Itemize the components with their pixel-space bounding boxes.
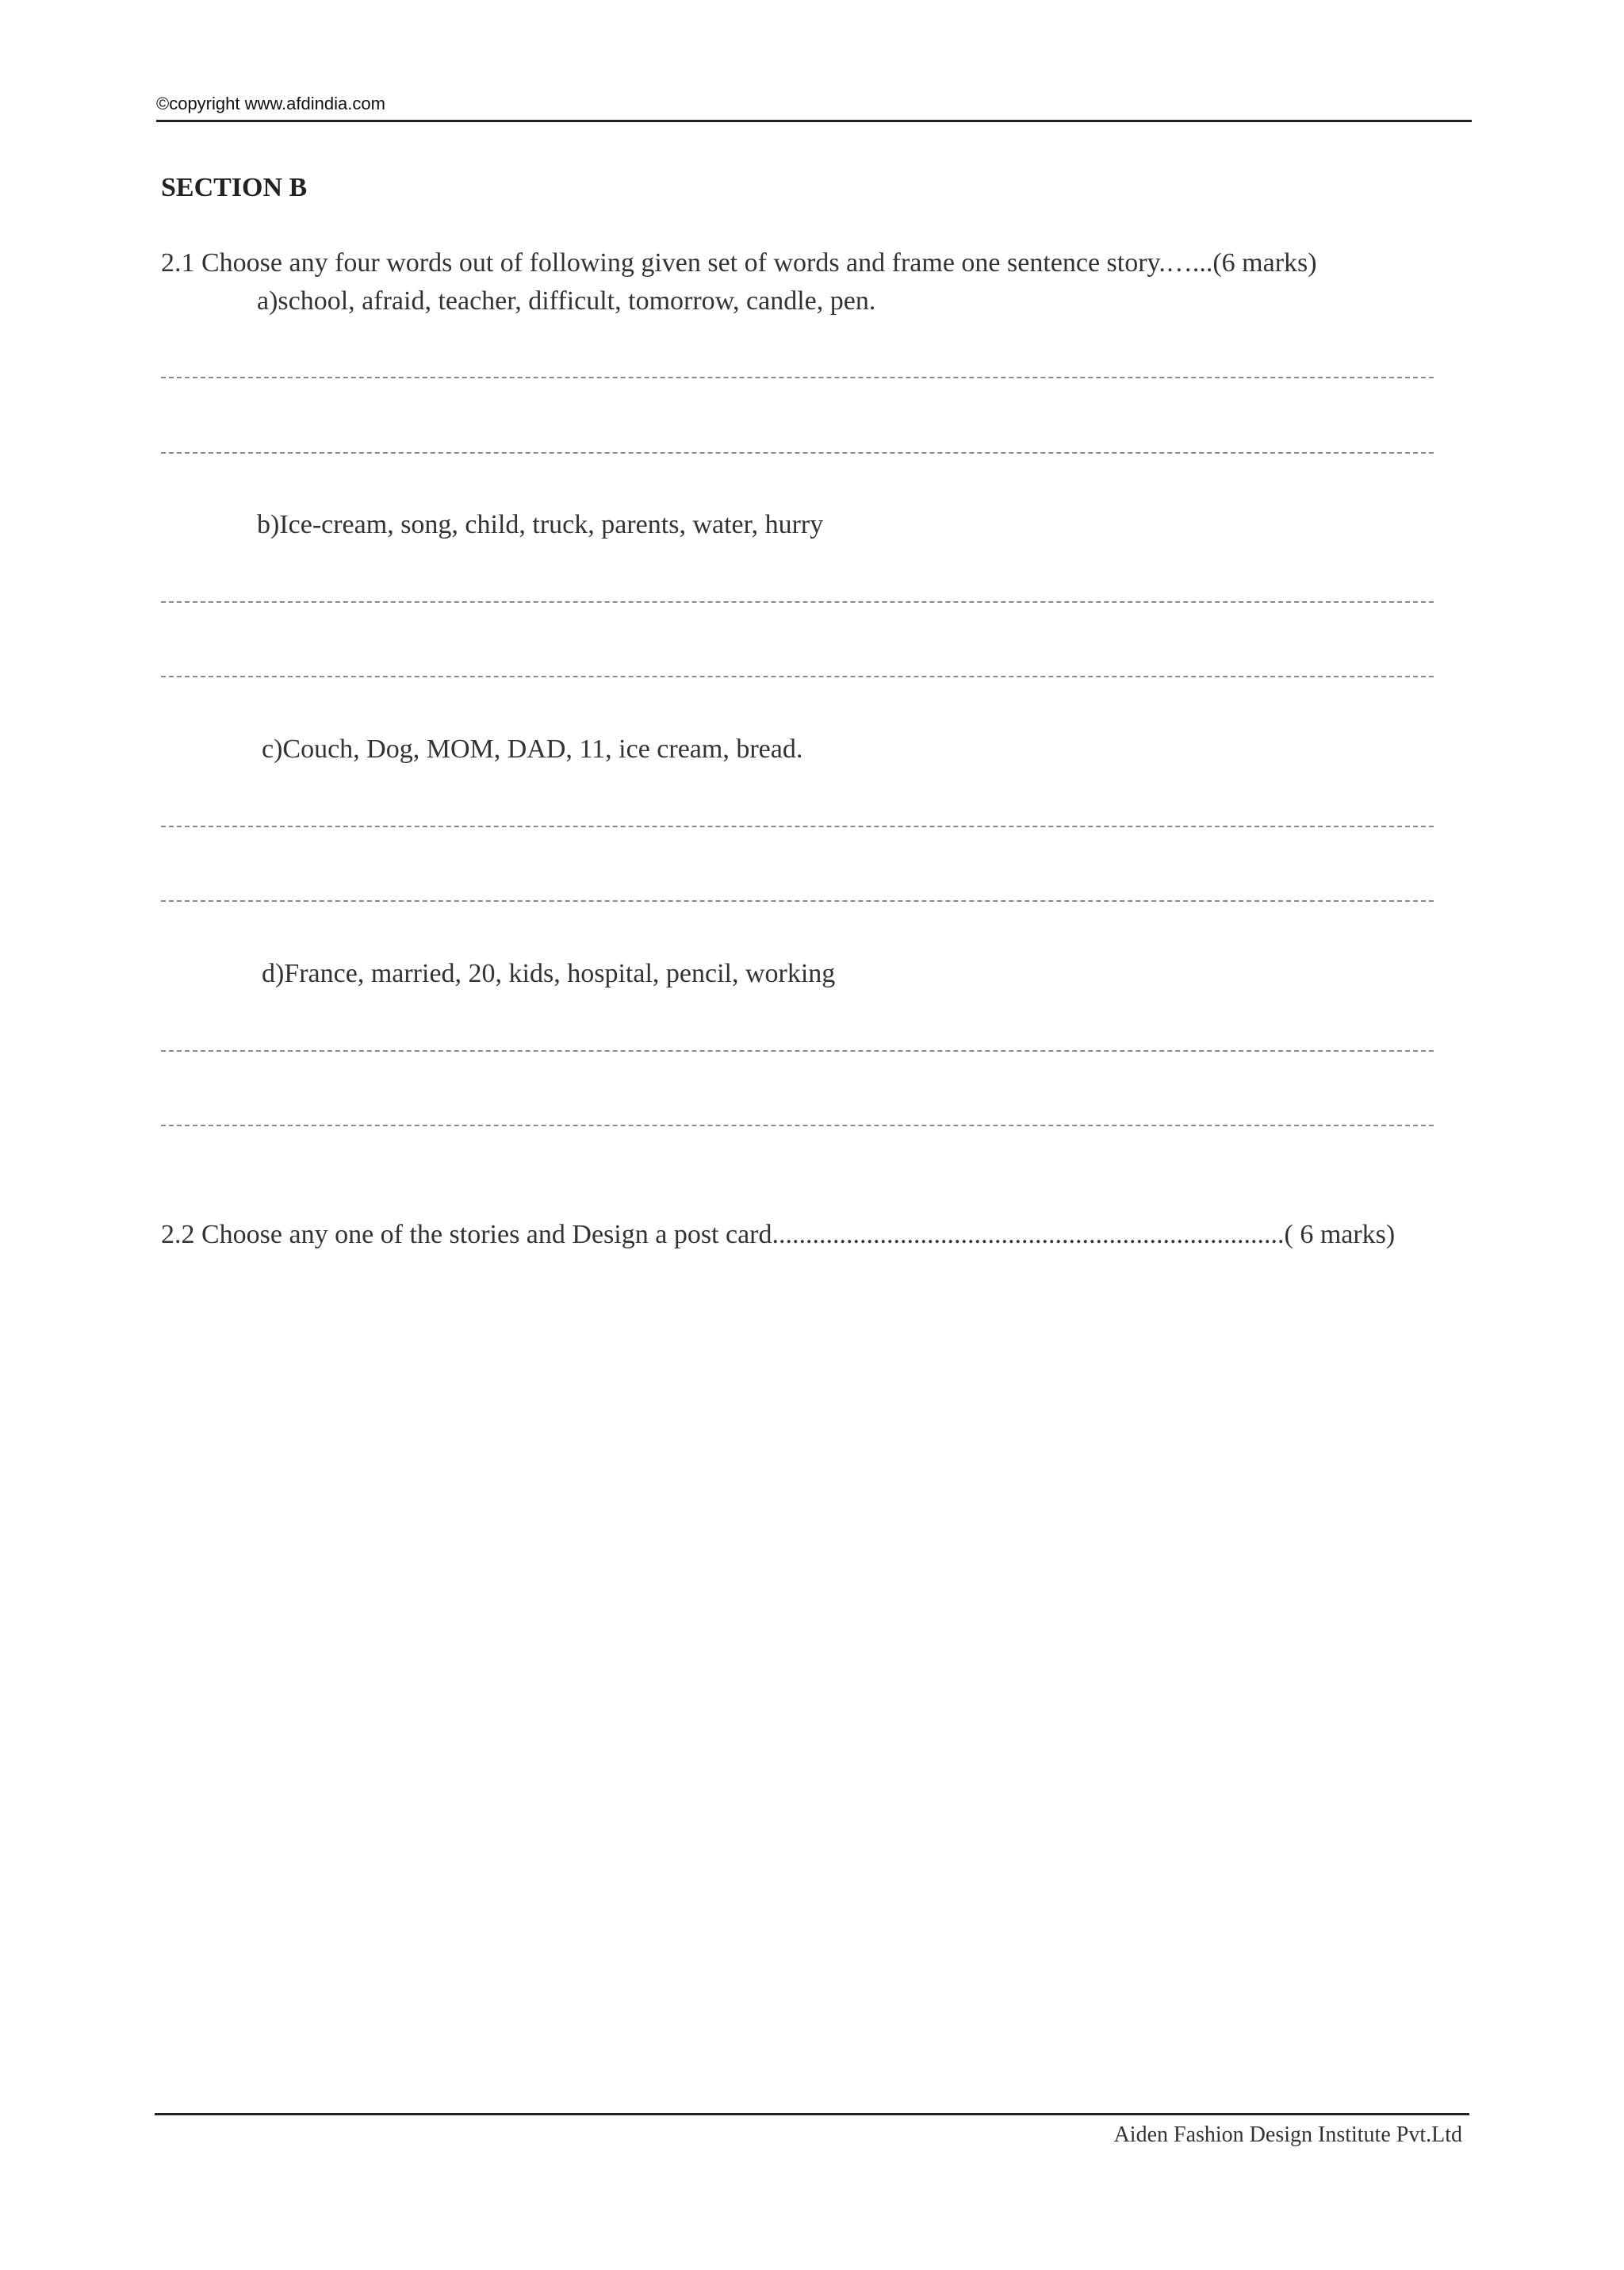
answer-line-b1[interactable] [161,601,1434,603]
answer-line-d2[interactable] [161,1125,1434,1126]
section-title: SECTION B [161,173,308,202]
footer-institute-name: Aiden Fashion Design Institute Pvt.Ltd [1113,2122,1462,2147]
answer-line-b2[interactable] [161,676,1434,677]
answer-line-a1[interactable] [161,377,1434,378]
header-divider [156,120,1472,122]
question-2-2-prompt: 2.2 Choose any one of the stories and Design a post card............................................................................( 6 marks) [161,1220,1396,1249]
footer-divider [155,2113,1469,2115]
copyright-notice: ©copyright www.afdindia.com [156,94,385,113]
question-2-1-prompt: 2.1 Choose any four words out of following given set of words and frame one sentence story.…...(6 marks) [161,248,1317,278]
word-set-b: b)Ice-cream, song, child, truck, parents, water, hurry [257,510,824,539]
word-set-d: d)France, married, 20, kids, hospital, pencil, working [262,959,836,988]
word-set-a: a)school, afraid, teacher, difficult, tomorrow, candle, pen. [257,286,876,316]
answer-line-a2[interactable] [161,452,1434,454]
answer-line-d1[interactable] [161,1050,1434,1052]
word-set-c: c)Couch, Dog, MOM, DAD, 11, ice cream, bread. [262,734,803,764]
answer-line-c1[interactable] [161,826,1434,827]
answer-line-c2[interactable] [161,900,1434,902]
